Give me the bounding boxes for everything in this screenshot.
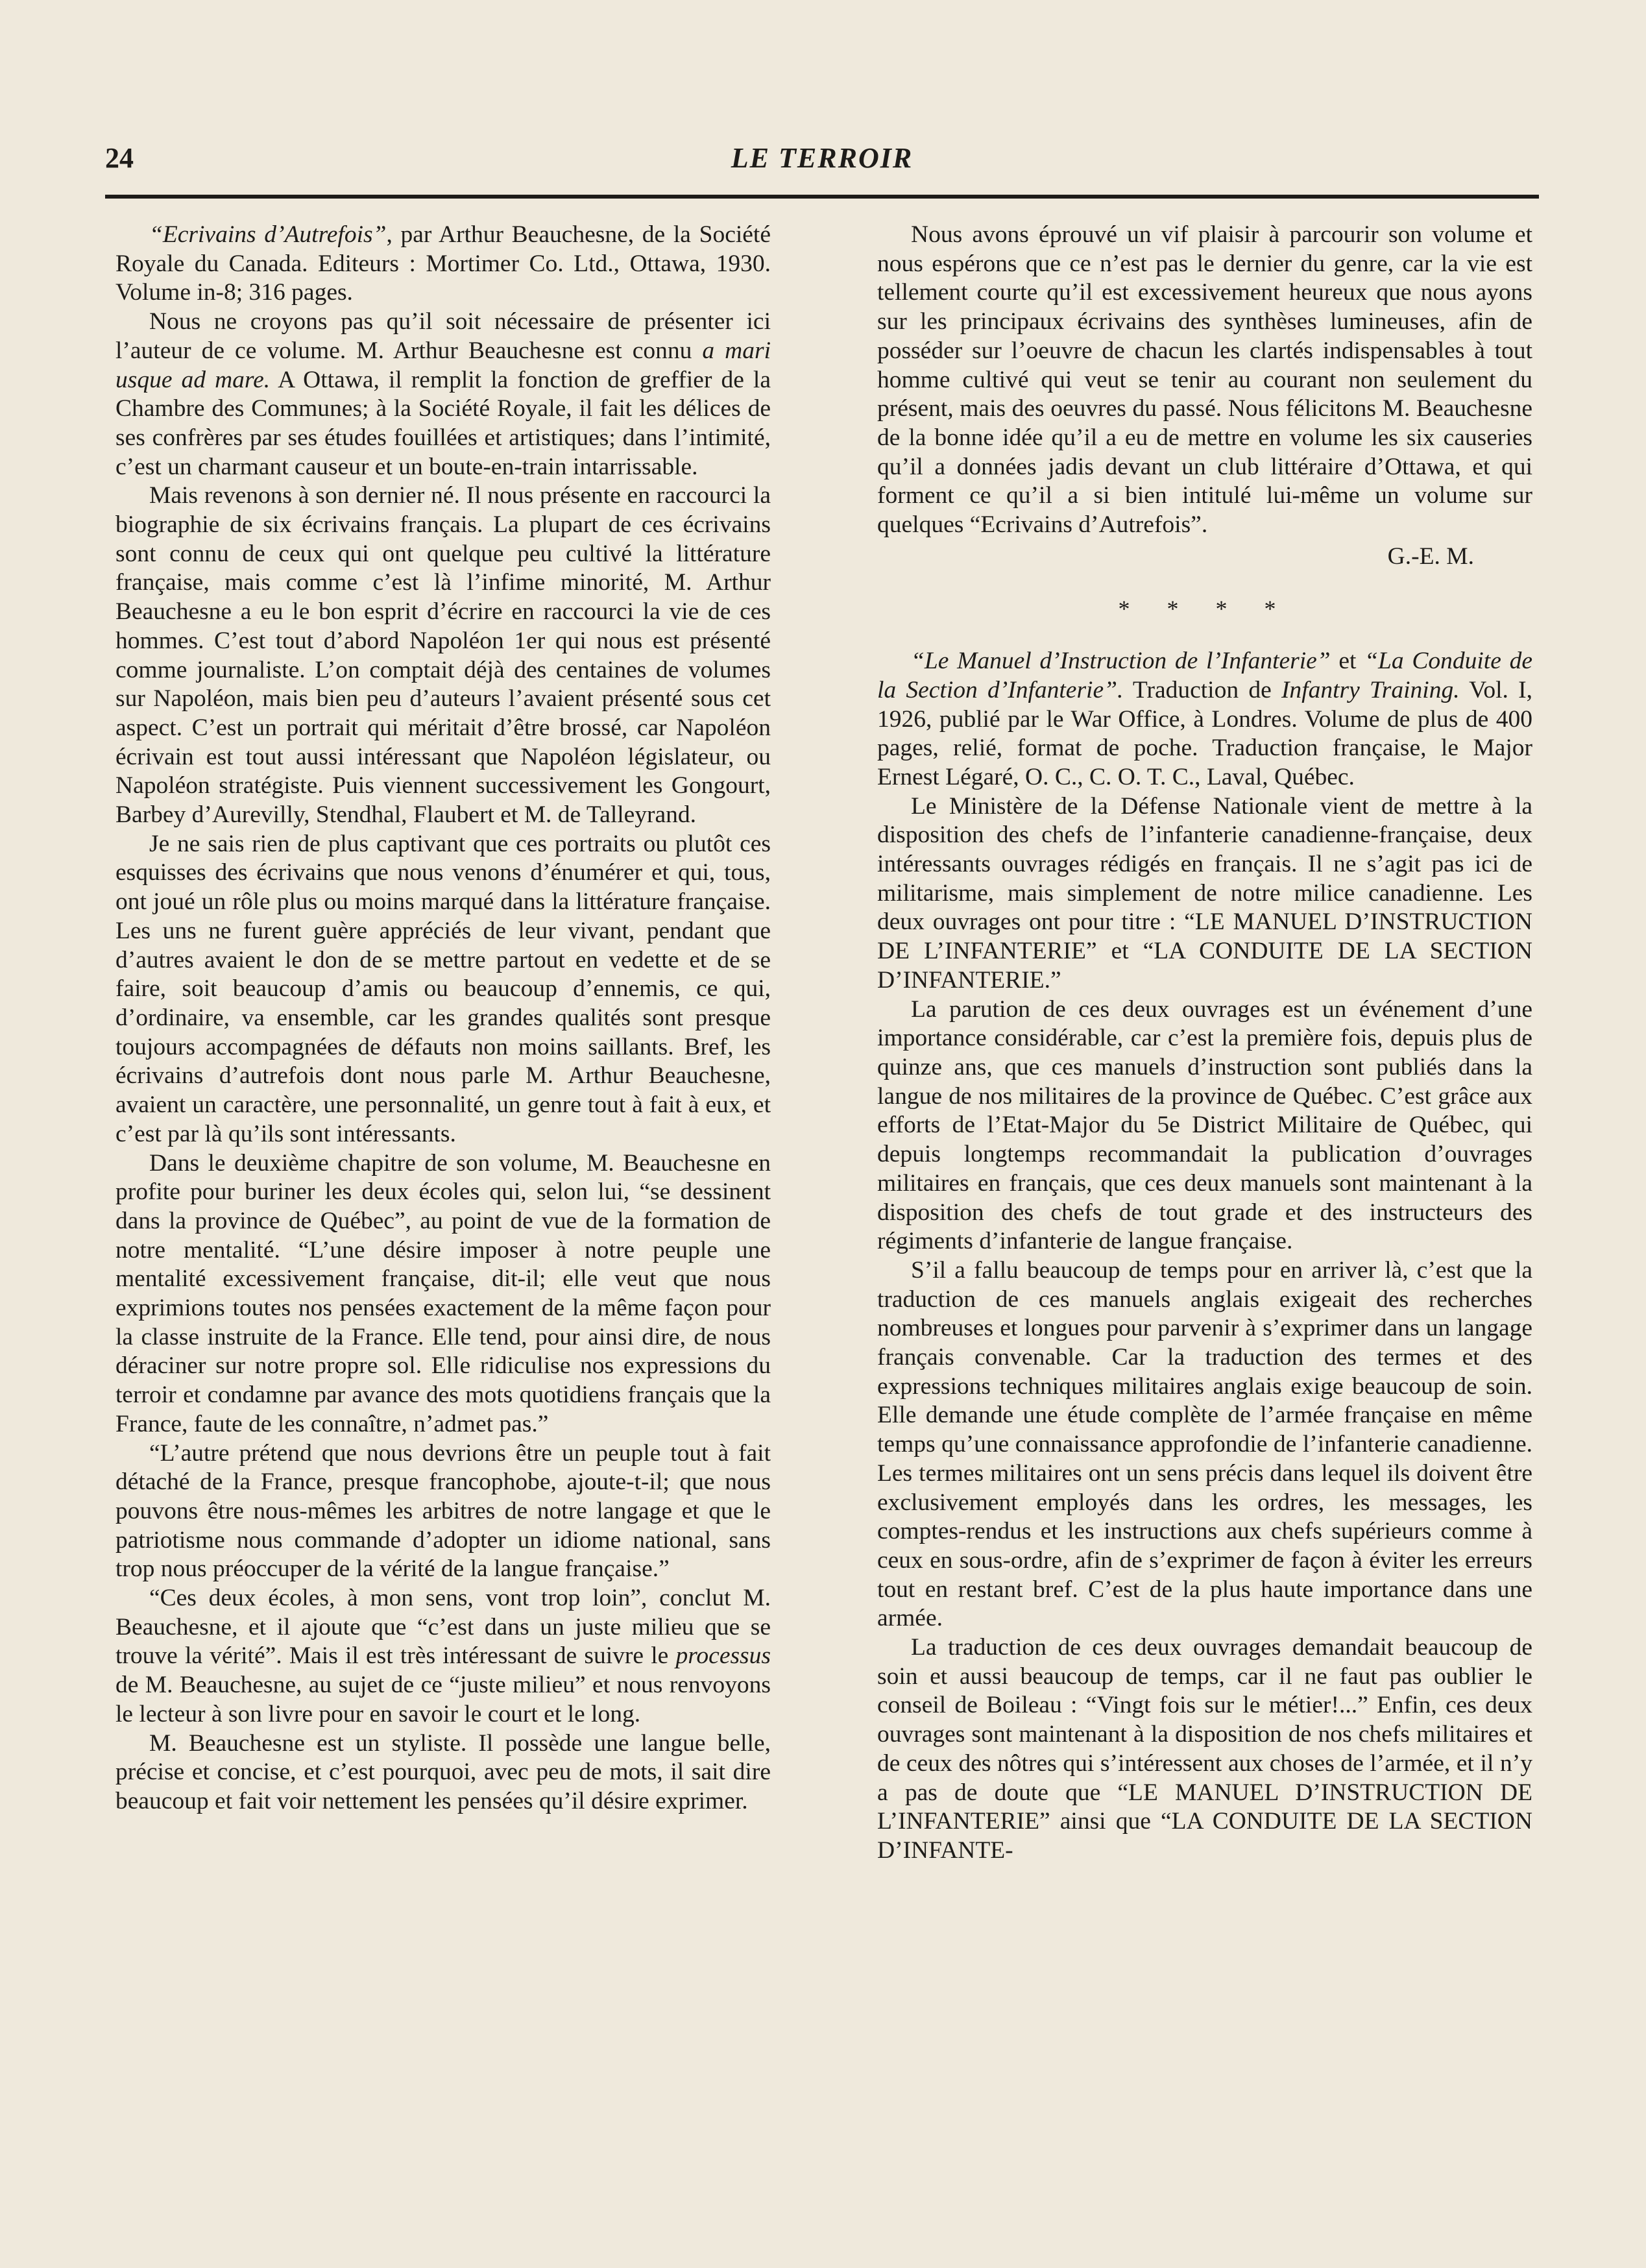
header-rule (105, 195, 1539, 199)
left-column (115, 221, 771, 1816)
review-intro: Traduction de (1123, 676, 1281, 703)
running-title: LE TERROIR (731, 142, 914, 174)
review-intro: Vol. I, 1926, publié par le War Office, à Londres. Volume de plus de 400 pages, relié, format de poche. Traduction française, le Major Ernest Légaré, O. C., C. O. T. C., Laval, Québec. (877, 676, 1533, 790)
review-heading (115, 221, 771, 308)
review-intro: , par Arthur Beauchesne, de la Société Royale du Canada. Editeurs : Mortimer Co. Ltd., Ottawa, 1930. Volume in-8; 316 pages. (115, 221, 771, 306)
paragraph (115, 1584, 771, 1729)
paragraph: Mais revenons à son dernier né. Il nous présente en raccourci la biographie de six écrivains français. La plupart de ces écrivains sont connu de ceux qui ont quelque peu cultivé la littérature française, mais comme c’est là l’infime minorité, M. Arthur Beauchesne a eu le bon esprit d’écrire en raccourci la vie de ces hommes. C’est tout d’abord Napoléon 1er qui nous est présenté comme journaliste. L’on comptait déjà des centaines de volumes sur Napoléon, mais bien peu d’auteurs l’avaient présenté sous cet aspect. C’est un portrait qui méritait d’être brossé, car Napoléon écrivain est tout aussi intéressant que Napoléon législateur, ou Napoléon stratégiste. Puis viennent successivement les Gongourt, Barbey d’Aurevilly, Stendhal, Flaubert et M. de Talleyrand. (115, 482, 771, 829)
paragraph: M. Beauchesne est un styliste. Il possède une langue belle, précise et concise, et c’est pourquoi, avec peu de mots, il sait dire beaucoup et fait voir nettement les pensées qu’il désire exprimer. (115, 1729, 771, 1814)
page-header (105, 141, 1539, 180)
conjunction: et (1330, 648, 1365, 675)
paragraph-text: Nous ne croyons pas qu’il soit nécessaire de présenter ici l’auteur de ce volume. M. Arthur Beauchesne est connu (115, 308, 771, 364)
paragraph: Je ne sais rien de plus captivant que ces portraits ou plutôt ces esquisses des écrivains que nous venons d’énumérer et qui, tous, ont joué un rôle plus ou moins marqué dans la littérature française. Les uns ne furent guère appréciés de leur vivant, pendant que d’autres avaient le don de se mettre partout en vedette et de se faire, soit beaucoup d’amis ou beaucoup d’ennemis, ce qui, d’ordinaire, va ensemble, car les grandes qualités sont presque toujours accompagnées de défauts non moins saillants. Bref, les écrivains d’autrefois dont nous parle M. Arthur Beauchesne, avaient un caractère, une personnalité, un genre tout à fait à eux, et c’est par là qu’ils sont intéressants. (115, 830, 771, 1147)
review-title: “Le Manuel d’Instruction de l’Infanterie” (911, 648, 1331, 675)
paragraph: La parution de ces deux ouvrages est un événement d’une importance considérable, car c’est la première fois, depuis plus de quinze ans, que ces manuels d’instruction sont publiés dans la langue de nos militaires de la province de Québec. C’est grâce aux efforts de l’Etat-Major du 5e District Militaire de Québec, qui depuis longtemps recommandait la publication d’ouvrages militaires en français, que ces deux manuels sont maintenant à la disposition des chefs de tout grade et des instructeurs des régiments d’infanterie de langue française. (877, 995, 1532, 1255)
paragraph (115, 308, 771, 482)
paragraph: “L’autre prétend que nous devrions être un peuple tout à fait détaché de la France, presque francophobe, ajoute-t-il; que nous pouvons être nous-mêmes les arbitres de notre langage et que le patriotisme nous commande d’adopter un idiome national, sans trop nous préoccuper de la vérité de la langue française.” (115, 1439, 771, 1583)
paragraph-text: de M. Beauchesne, au sujet de ce “juste milieu” et nous renvoyons le lecteur à son livre pour en savoir le court et le long. (115, 1672, 771, 1727)
motto: a mari usque ad mare. (115, 337, 771, 393)
original-title: Infantry Training. (1281, 676, 1460, 703)
page-number: 24 (105, 142, 134, 174)
review-title: “Ecrivains d’Autrefois” (149, 221, 387, 248)
paragraph: Le Ministère de la Défense Nationale vient de mettre à la disposition des chefs de l’infanterie canadienne-française, deux intéressants ouvrages rédigés en français. Il ne s’agit pas ici de militarisme, mais simplement de notre milice canadienne. Les deux ouvrages ont pour titre : “LE MANUEL D’INSTRUCTION DE L’INFANTERIE” et “LA CONDUITE DE LA SECTION D’INFANTERIE.” (877, 792, 1532, 994)
right-column (877, 221, 1532, 1866)
paragraph-text: “Ces deux écoles, à mon sens, vont trop loin”, conclut M. Beauchesne, et il ajoute que “c’est dans un juste milieu que se trouve la vérité”. Mais il est très intéressant de suivre le (115, 1585, 771, 1670)
paragraph: S’il a fallu beaucoup de temps pour en arriver là, c’est que la traduction de ces manuels anglais exigeait des recherches nombreuses et longues pour parvenir à s’exprimer dans un langage français convenable. Car la traduction des termes et des expressions techniques militaires anglais exige beaucoup de soin. Elle demande une étude complète de l’armée française en même temps qu’une connaissance approfondie de l’infanterie canadienne. Les termes militaires ont un sens précis dans lequel ils doivent être exclusivement employés dans les ordres, les messages, les comptes-rendus et les instructions aux chefs supérieurs comme à ceux en sous-ordre, afin de s’exprimer de façon à éviter les erreurs tout en restant bref. C’est de la plus haute importance dans une armée. (877, 1256, 1532, 1632)
paragraph: Dans le deuxième chapitre de son volume, M. Beauchesne en profite pour buriner les deux écoles qui, selon lui, “se dessinent dans la province de Québec”, au point de vue de la formation de notre mentalité. “L’une désire imposer à notre peuple une mentalité excessivement française, dit-il; elle veut que nous exprimions toutes nos pensées exactement de la même façon pour la classe instruite de la France. Elle tend, pour ainsi dire, de nous déraciner sur notre propre sol. Elle ridiculise nos expressions du terroir et condamne par avance des mots quotidiens français que la France, faute de les connaître, n’admet pas.” (115, 1149, 771, 1437)
review-heading (877, 647, 1532, 792)
section-separator: * * * * (1118, 596, 1292, 622)
paragraph: La traduction de ces deux ouvrages demandait beaucoup de soin et aussi beaucoup de temps, car il ne faut pas oublier le conseil de Boileau : “Vingt fois sur le métier!...” Enfin, ces deux ouvrages sont maintenant à la disposition de nos chefs militaires et de ceux des nôtres qui s’intéressent aux choses de l’armée, et il n’y a pas de doute que “LE MANUEL D’INSTRUCTION DE L’INFANTERIE” ainsi que “LA CONDUITE DE LA SECTION D’INFANTE- (877, 1634, 1532, 1864)
paragraph-text: A Ottawa, il remplit la fonction de greffier de la Chambre des Communes; à la Société Royale, il fait les délices de ses confrères par ses études fouillées et artistiques; dans l’intimité, c’est un charmant causeur et un boute-en-train intarrissable. (115, 366, 771, 480)
signature: G.-E. M. (1387, 543, 1474, 570)
review-title-2: “La Conduite de la Section d’Infanterie”. (877, 648, 1532, 703)
paragraph: Nous avons éprouvé un vif plaisir à parcourir son volume et nous espérons que ce n’est pas le dernier du genre, car la vie est tellement courte qu’il est excessivement heureux que nous ayons sur les principaux écrivains des synthèses lumineuses, afin de posséder sur l’oeuvre de chacun les clartés indispensables à tout homme cultivé qui veut se tenir au courant non seulement du présent, mais des oeuvres du passé. Nous félicitons M. Beauchesne de la bonne idée qu’il a eu de mettre en volume les six causeries qu’il a données jadis devant un club littéraire d’Ottawa, et qui forment ce qu’il a si bien intitulé lui-même un volume sur quelques “Ecrivains d’Autrefois”. (877, 221, 1532, 539)
italic-term: processus (675, 1642, 771, 1670)
